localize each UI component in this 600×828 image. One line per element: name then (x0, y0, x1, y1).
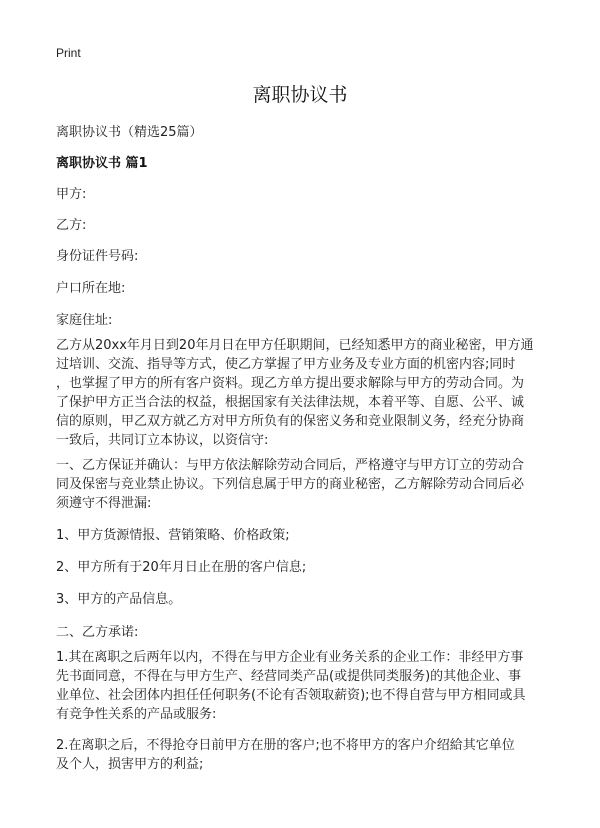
field-residence: 户口所在地: (56, 281, 126, 296)
clause-one-line: 须遵守不得泄漏: (56, 496, 152, 511)
section-heading: 离职协议书 篇1 (56, 156, 148, 171)
intro-line: 过培训、交流、指导等方式，使乙方掌握了甲方业务及专业方面的机密内容;同时 (56, 357, 516, 372)
list-item: 3、甲方的产品信息。 (56, 592, 182, 607)
intro-line: 信的原则，甲乙双方就乙方对甲方所负有的保密义务和竞业限制义务，经充分协商 (56, 414, 525, 429)
clause-one-line: 同及保密与竞业禁止协议。下列信息属于甲方的商业秘密，乙方解除劳动合同后必 (56, 477, 525, 492)
promise-two-paragraph (56, 736, 556, 774)
intro-line: 一致后，共同订立本协议，以资信守: (56, 433, 269, 448)
intro-paragraph (56, 336, 556, 450)
field-party-a: 甲方: (56, 187, 87, 202)
promise-two-line: 2.在离职之后，不得抢夺日前甲方在册的客户;也不将甲方的客户介绍給其它单位 (56, 738, 515, 753)
intro-line: 乙方从20xx年月日到20年月日在甲方任职期间，已经知悉甲方的商业秘密，甲方通 (56, 338, 534, 353)
promise-one-line: 有竞争性关系的产品或服务: (56, 707, 217, 722)
field-id-number: 身份证件号码: (56, 249, 139, 264)
list-item: 1、甲方货源情报、营销策略、价格政策; (56, 528, 290, 543)
clause-one-line: 一、乙方保证并确认：与甲方依法解除劳动合同后，严格遵守与甲方订立的劳动合 (56, 458, 525, 473)
promise-one-paragraph (56, 648, 556, 724)
document-subtitle: 离职协议书（精选25篇） (56, 125, 203, 140)
promise-one-line: 1.其在离职之后两年以内，不得在与甲方企业有业务关系的企业工作：非经甲方事 (56, 650, 524, 665)
promise-one-line: 先书面同意，不得在与甲方生产、经营同类产品(或提供同类服务)的其他企业、事 (56, 669, 522, 684)
field-party-b: 乙方: (56, 218, 87, 233)
list-item: 2、甲方所有于20年月日止在册的客户信息; (56, 560, 307, 575)
intro-line: 了保护甲方正当合法的权益，根据国家有关法律法规，本着平等、自愿、公平、诚 (56, 395, 525, 410)
clause-two-heading: 二、乙方承诺: (56, 625, 139, 640)
clause-one-paragraph (56, 456, 556, 513)
print-label[interactable]: Print (56, 46, 81, 60)
field-home-address: 家庭住址: (56, 313, 113, 328)
promise-two-line: 及个人，损害甲方的利益; (56, 757, 204, 772)
intro-line: ，也掌握了甲方的所有客户资料。现乙方单方提出要求解除与甲方的劳动合同。为 (56, 376, 525, 391)
document-title: 离职协议书 (252, 84, 348, 106)
promise-one-line: 业单位、社会团体内担任任何职务(不论有否领取薪资);也不得自营与甲方相同或具 (56, 688, 526, 703)
